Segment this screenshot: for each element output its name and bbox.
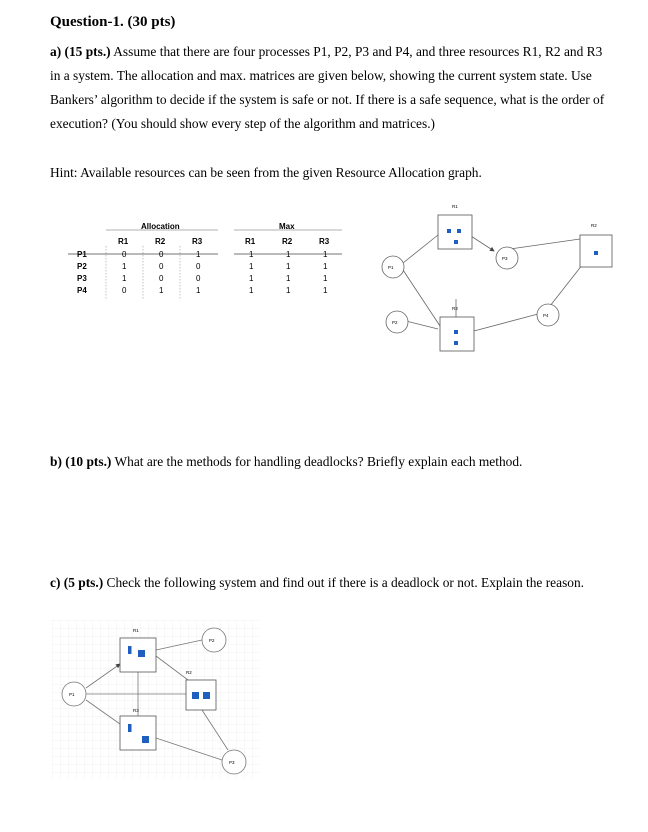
graph-c-p2-label: P2	[209, 638, 215, 643]
part-a-text	[50, 40, 610, 136]
p4-alloc-r3: 1	[196, 286, 201, 295]
p1-max-r1: 1	[249, 250, 254, 259]
row-p4-label: P4	[77, 286, 87, 295]
graph-c-r3-box	[120, 716, 156, 750]
alloc-col-r1: R1	[118, 237, 129, 246]
edge-p3-r2	[510, 239, 580, 249]
max-header: Max	[279, 222, 295, 231]
p3-max-r1: 1	[249, 274, 254, 283]
part-c-body: Check the following system and find out if there is a deadlock or not. Explain the reason.	[103, 575, 585, 590]
graph-a-r1-label: R1	[452, 204, 458, 209]
alloc-col-r3: R3	[192, 237, 203, 246]
p1-max-r3: 1	[323, 250, 328, 259]
max-col-r3: R3	[319, 237, 330, 246]
alloc-col-r2: R2	[155, 237, 166, 246]
graph-a-p3-label: P3	[502, 256, 508, 261]
part-b-label: b) (10 pts.)	[50, 454, 112, 469]
p2-max-r2: 1	[286, 262, 291, 271]
p3-alloc-r1: 1	[122, 274, 127, 283]
p2-alloc-r1: 1	[122, 262, 127, 271]
edge-p1-r1	[403, 235, 438, 263]
graph-a-p4-label: P4	[543, 313, 549, 318]
graph-c-r2-label: R2	[186, 670, 192, 675]
p2-max-r3: 1	[323, 262, 328, 271]
instance-icon	[454, 330, 458, 334]
part-a-hint: Hint: Available resources can be seen from the given Resource Allocation graph.	[50, 165, 482, 180]
instance-icon	[128, 724, 132, 732]
p4-max-r1: 1	[249, 286, 254, 295]
table-lines	[68, 220, 348, 300]
graph-a-p1-label: P1	[388, 265, 394, 270]
p4-max-r3: 1	[323, 286, 328, 295]
graph-c-r3-label: R3	[133, 708, 139, 713]
p4-max-r2: 1	[286, 286, 291, 295]
p1-alloc-r3: 1	[196, 250, 201, 259]
instance-icon	[203, 692, 210, 699]
p3-alloc-r2: 0	[159, 274, 164, 283]
part-a-body: Assume that there are four processes P1, P2, P3 and P4, and three resources R1, R2 and R3 in a system. The allocation and max. matrices are given below, showing the current system state. Use Bankers’ algorithm to decide if the system is safe or not. If there is a safe sequence, what is the order of execution? (You should show every step of the algorithm and matrices.)	[50, 44, 605, 131]
graph-c-r2-box	[186, 680, 216, 710]
instance-icon	[454, 341, 458, 345]
p2-alloc-r2: 0	[159, 262, 164, 271]
graph-a-p2-label: P2	[392, 320, 398, 325]
p4-alloc-r2: 1	[159, 286, 164, 295]
instance-icon	[138, 650, 145, 657]
max-col-r1: R1	[245, 237, 256, 246]
edge-r3-p2-b	[406, 321, 438, 329]
question-title: Question-1. (30 pts)	[50, 14, 176, 30]
part-b-body: What are the methods for handling deadlocks? Briefly explain each method.	[111, 454, 523, 469]
part-c-label: c) (5 pts.)	[50, 575, 104, 590]
allocation-header: Allocation	[141, 222, 180, 231]
edge-r3-p4	[474, 314, 538, 331]
p3-alloc-r3: 0	[196, 274, 201, 283]
instance-icon	[594, 251, 598, 255]
p1-max-r2: 1	[286, 250, 291, 259]
p1-alloc-r2: 0	[159, 250, 164, 259]
part-b-text	[50, 450, 610, 474]
instance-icon	[192, 692, 199, 699]
p1-alloc-r1: 0	[122, 250, 127, 259]
instance-icon	[454, 240, 458, 244]
graph-c-r1-label: R1	[133, 628, 139, 633]
graph-c-p3-label: P3	[229, 760, 235, 765]
p2-max-r1: 1	[249, 262, 254, 271]
resource-allocation-graph-c	[52, 620, 260, 780]
part-c-text	[50, 571, 610, 595]
edge-p1-r3	[403, 270, 442, 329]
p3-max-r3: 1	[323, 274, 328, 283]
instance-icon	[128, 646, 132, 654]
p4-alloc-r1: 0	[122, 286, 127, 295]
p2-alloc-r3: 0	[196, 262, 201, 271]
max-col-r2: R2	[282, 237, 293, 246]
row-p1-label: P1	[77, 250, 87, 259]
row-p3-label: P3	[77, 274, 87, 283]
instance-icon	[447, 229, 451, 233]
instance-icon	[457, 229, 461, 233]
row-p2-label: P2	[77, 262, 87, 271]
p3-max-r2: 1	[286, 274, 291, 283]
graph-a-r3-label: R3	[452, 306, 458, 311]
graph-c-p1-label: P1	[69, 692, 75, 697]
allocation-max-table	[68, 220, 348, 300]
resource-allocation-graph-a	[370, 195, 630, 365]
graph-a-r2-label: R2	[591, 223, 597, 228]
instance-icon	[142, 736, 149, 743]
part-a-label: a) (15 pts.)	[50, 44, 111, 59]
